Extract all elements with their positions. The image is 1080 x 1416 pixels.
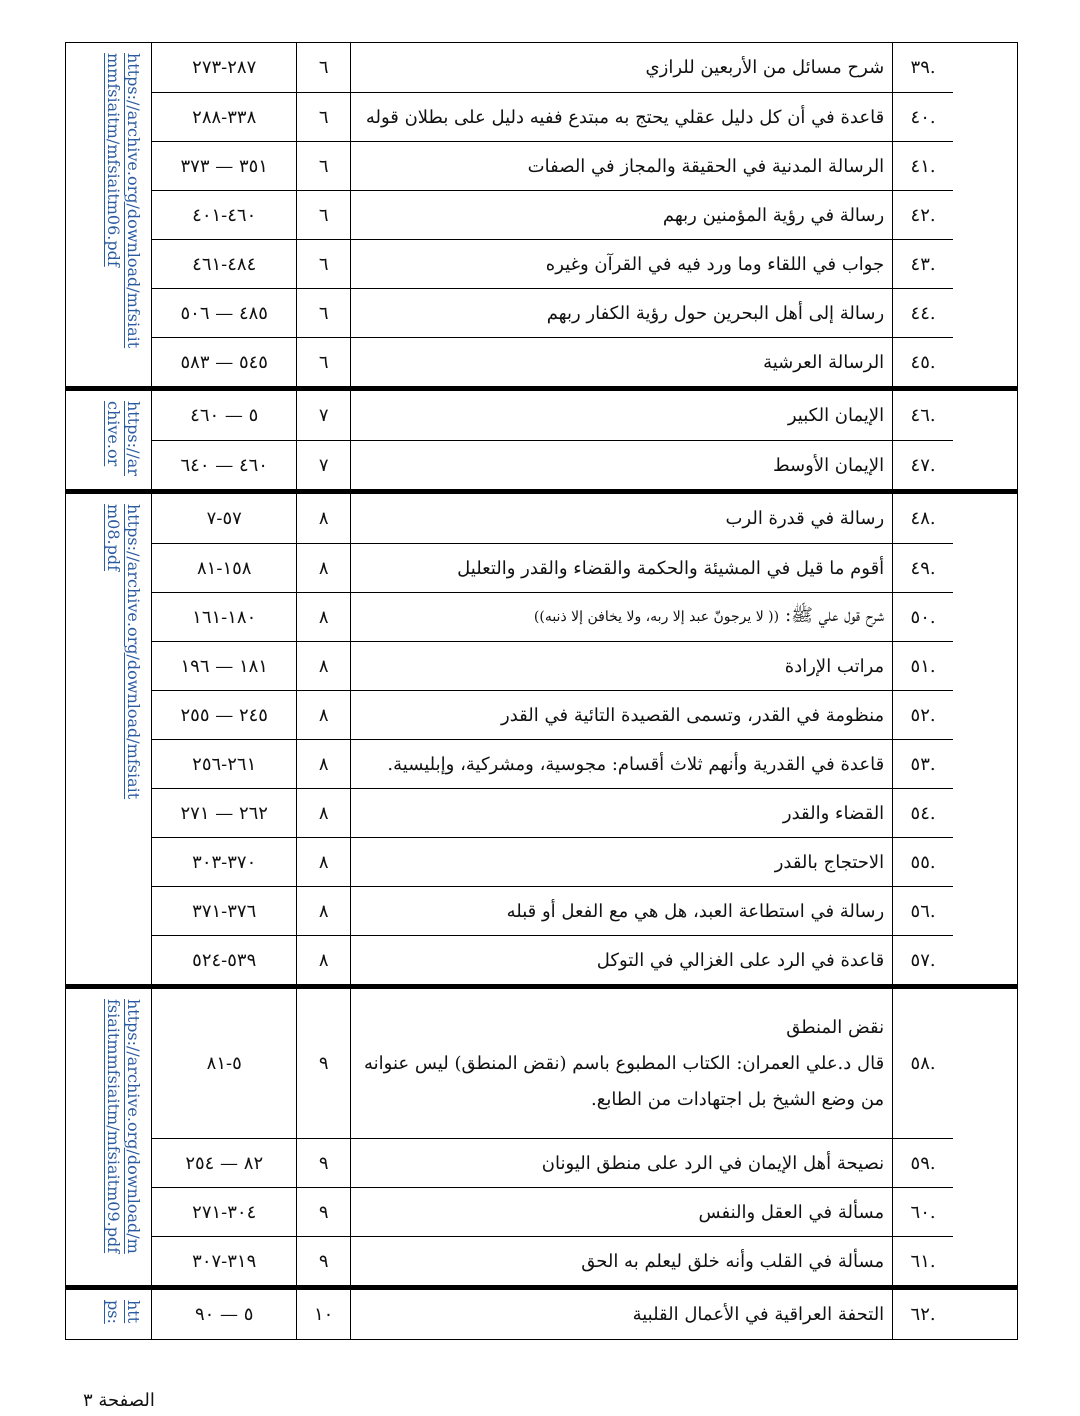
- row-number: .٤٥: [910, 351, 936, 373]
- row-number: .٥٤: [910, 802, 936, 824]
- download-link-cell: [66, 391, 152, 489]
- volume-cell: ٩: [296, 1237, 349, 1285]
- row-number: .٥٩: [910, 1152, 936, 1174]
- group-rows: [152, 494, 953, 984]
- pages-cell: ٢٦٢ — ٢٧١: [180, 802, 268, 824]
- row-number: .٤٧: [910, 454, 936, 476]
- title-text: نقض المنطق: [786, 1016, 885, 1038]
- row-number: .٥٧: [910, 949, 936, 971]
- table-row: [152, 43, 953, 92]
- table-row: [152, 989, 953, 1138]
- table-row: [152, 141, 953, 190]
- row-number: .٦٢: [910, 1304, 936, 1325]
- title-cell: [350, 691, 893, 739]
- title-cell: [350, 593, 893, 641]
- group-rows: [152, 989, 953, 1285]
- volume-cell: ٨: [296, 789, 349, 837]
- pages-cell: ٥٣٩-٥٢٤: [192, 949, 257, 971]
- title-text: نصيحة أهل الإيمان في الرد على منطق اليونان: [541, 1152, 885, 1174]
- table-row: [152, 440, 953, 489]
- title-cell: [350, 936, 893, 984]
- title-cell: [350, 887, 893, 935]
- pages-cell: ٥٤٥ — ٥٨٣: [180, 351, 268, 373]
- row-number: .٤٩: [910, 557, 936, 579]
- pages-cell: ١٨١ — ١٩٦: [180, 655, 268, 677]
- title-text: القضاء والقدر: [782, 802, 885, 824]
- volume-cell: ٩: [296, 1139, 349, 1187]
- pages-cell: ١٨٠-١٦١: [192, 606, 257, 628]
- download-link[interactable]: https://ar chive.or: [104, 401, 143, 476]
- table-row: [152, 739, 953, 788]
- row-number: .٤٣: [910, 253, 936, 275]
- download-link-cell: [66, 494, 152, 984]
- title-cell: [350, 1139, 893, 1187]
- pages-cell: ٤٦٠ — ٦٤٠: [180, 454, 268, 476]
- table-row: [152, 288, 953, 337]
- title-text: شرح مسائل من الأربعين للرازي: [645, 57, 885, 78]
- row-number: .٦٠: [910, 1201, 936, 1223]
- title-cell: [350, 338, 893, 386]
- title-cell: [350, 1188, 893, 1236]
- title-text: مسألة في القلب وأنه خلق ليعلم به الحق: [581, 1250, 885, 1272]
- volume-cell: ٧: [296, 441, 349, 489]
- title-cell: [350, 789, 893, 837]
- title-cell: [350, 43, 893, 92]
- title-text: رسالة في رؤية المؤمنين ربهم: [662, 204, 885, 226]
- pages-cell: ٣٧٦-٣٧١: [192, 900, 257, 922]
- table-row: [152, 1138, 953, 1187]
- volume-group: [66, 386, 1017, 489]
- title-text: الاحتجاج بالقدر: [774, 851, 885, 873]
- title-note: من وضع الشيخ بل اجتهادات من الطابع.: [591, 1088, 885, 1110]
- pages-cell: ٣٥١ — ٣٧٣: [180, 155, 268, 177]
- title-text: قاعدة في القدرية وأنهم ثلاث أقسام: مجوسية، ومشركية، وإبليسية.: [387, 753, 885, 775]
- volume-cell: ٩: [296, 1188, 349, 1236]
- table-row: [152, 494, 953, 543]
- table-row: [152, 690, 953, 739]
- title-quote: (( لا يرجونّ عبد إلا ربه، ولا يخافن إلا ذنبه)): [533, 609, 780, 625]
- row-number: .٤٠: [910, 106, 936, 128]
- pages-cell: ٢٦١-٢٥٦: [192, 753, 257, 775]
- title-cell: [350, 391, 893, 440]
- pages-cell: ٣١٩-٣٠٧: [192, 1250, 257, 1272]
- pages-cell: ٣٣٨-٢٨٨: [192, 106, 257, 128]
- pages-cell: ١٥٨-٨١: [197, 557, 252, 579]
- row-number: .٥١: [910, 655, 936, 677]
- table-row: [152, 788, 953, 837]
- table-row: [152, 391, 953, 440]
- row-number: .٤٤: [910, 302, 936, 324]
- row-number: .٦١: [910, 1250, 936, 1272]
- volume-cell: ٦: [296, 93, 349, 141]
- volume-cell: ٨: [296, 593, 349, 641]
- pages-cell: ٤٨٤-٤٦١: [192, 253, 257, 275]
- download-link[interactable]: https://archive.org/download/mfsiait m08.pdf: [104, 504, 143, 800]
- pages-cell: ٥ — ٤٦٠: [190, 405, 259, 426]
- title-cell: [350, 93, 893, 141]
- row-number: .٤٢: [910, 204, 936, 226]
- volume-cell: ٦: [296, 289, 349, 337]
- title-cell: [350, 494, 893, 543]
- title-text: أقوم ما قيل في المشيئة والحكمة والقضاء والقدر والتعليل: [457, 557, 885, 579]
- volume-cell: ٨: [296, 494, 349, 543]
- pages-cell: ٣٧٠-٣٠٣: [192, 851, 257, 873]
- volume-cell: ٨: [296, 838, 349, 886]
- table-row: [152, 92, 953, 141]
- volume-cell: ٦: [296, 240, 349, 288]
- pages-cell: ٣٠٤-٢٧١: [192, 1201, 257, 1223]
- title-cell: [350, 441, 893, 489]
- table-row: [152, 190, 953, 239]
- volume-cell: ٨: [296, 691, 349, 739]
- download-link[interactable]: https://archive.org/download/m fsiaitmmfsiaitm/mfsiaitm09.pdf: [104, 999, 143, 1254]
- title-text: جواب في اللقاء وما ورد فيه في القرآن وغيره: [545, 253, 885, 275]
- row-number: .٤١: [910, 155, 936, 177]
- title-cell: [350, 1290, 893, 1339]
- title-cell: [350, 544, 893, 592]
- volume-group: [66, 489, 1017, 984]
- title-cell: [350, 989, 893, 1138]
- table-row: [152, 1290, 953, 1339]
- volume-group: [66, 43, 1017, 386]
- title-cell: [350, 838, 893, 886]
- row-number: .٥٠: [910, 606, 936, 628]
- title-text: مسألة في العقل والنفس: [698, 1201, 885, 1223]
- pages-cell: ٥-٨١: [206, 1053, 242, 1074]
- volume-cell: ٧: [296, 391, 349, 440]
- download-link-cell: [66, 43, 152, 386]
- title-cell: [350, 191, 893, 239]
- title-text: الإيمان الأوسط: [772, 454, 885, 476]
- row-number: .٥٣: [910, 753, 936, 775]
- title-text: التحفة العراقية في الأعمال القلبية: [632, 1304, 885, 1325]
- title-text: رسالة في استطاعة العبد، هل هي مع الفعل أو قبله: [506, 900, 885, 922]
- pages-cell: ٥٧-٧: [206, 508, 242, 529]
- volume-cell: ٩: [296, 989, 349, 1138]
- table-row: [152, 239, 953, 288]
- volume-cell: ٨: [296, 936, 349, 984]
- row-number: .٥٨: [910, 1053, 936, 1074]
- download-link-cell: [66, 989, 152, 1285]
- group-rows: [152, 391, 953, 489]
- row-number: .٥٢: [910, 704, 936, 726]
- title-cell: [350, 142, 893, 190]
- pages-cell: ٢٤٥ — ٢٥٥: [180, 704, 268, 726]
- title-text: رسالة إلى أهل البحرين حول رؤية الكفار ربهم: [546, 302, 885, 324]
- table-row: [152, 837, 953, 886]
- title-text: الإيمان الكبير: [787, 405, 885, 426]
- title-cell: [350, 240, 893, 288]
- volume-cell: ٦: [296, 142, 349, 190]
- page-number: الصفحة ٣: [83, 1390, 155, 1411]
- volume-cell: ٦: [296, 43, 349, 92]
- volume-cell: ٨: [296, 740, 349, 788]
- volume-group: [66, 1285, 1017, 1339]
- table-row: [152, 886, 953, 935]
- pages-cell: ٥ — ٩٠: [194, 1304, 254, 1325]
- pages-cell: ٤٨٥ — ٥٠٦: [180, 302, 268, 324]
- volume-cell: ٨: [296, 887, 349, 935]
- title-text: قاعدة في الرد على الغزالي في التوكل: [596, 949, 885, 971]
- table-row: [152, 543, 953, 592]
- volume-cell: ٨: [296, 642, 349, 690]
- volume-group: [66, 984, 1017, 1285]
- row-number: .٤٨: [910, 508, 936, 529]
- volume-cell: ٦: [296, 191, 349, 239]
- group-rows: [152, 1290, 953, 1339]
- download-link[interactable]: https://archive.org/download/mfsiait mmfsiaitm/mfsiaitm06.pdf: [104, 53, 143, 349]
- row-number: .٣٩: [910, 57, 936, 78]
- row-number: .٤٦: [910, 405, 936, 426]
- title-text: رسالة في قدرة الرب: [725, 508, 885, 529]
- pages-cell: ٤٦٠-٤٠١: [192, 204, 257, 226]
- pages-cell: ٢٨٧-٢٧٣: [192, 57, 257, 78]
- title-cell: [350, 642, 893, 690]
- title-text: مراتب الإرادة: [784, 655, 885, 677]
- title-cell: [350, 740, 893, 788]
- title-text: شرح قول علي ﷺ:: [785, 605, 885, 626]
- title-cell: [350, 289, 893, 337]
- table-row: [152, 1187, 953, 1236]
- table-row: [152, 641, 953, 690]
- pages-cell: ٨٢ — ٢٥٤: [185, 1152, 264, 1174]
- title-text: الرسالة العرشية: [763, 351, 885, 373]
- table-row: [152, 592, 953, 641]
- index-table: [65, 42, 1018, 1340]
- download-link[interactable]: htt ps:: [104, 1300, 143, 1324]
- title-note: قال د.علي العمران: الكتاب المطبوع باسم (نقض المنطق) ليس عنوانه: [364, 1052, 885, 1074]
- table-row: [152, 337, 953, 386]
- volume-cell: ٨: [296, 544, 349, 592]
- table-row: [152, 935, 953, 984]
- volume-cell: ١٠: [296, 1290, 349, 1339]
- download-link-cell: [66, 1290, 152, 1339]
- row-number: .٥٥: [910, 851, 936, 873]
- row-number: .٥٦: [910, 900, 936, 922]
- title-cell: [350, 1237, 893, 1285]
- title-text: منظومة في القدر، وتسمى القصيدة التائية في القدر: [501, 704, 885, 726]
- title-text: الرسالة المدنية في الحقيقة والمجاز في الصفات: [527, 155, 885, 177]
- volume-cell: ٦: [296, 338, 349, 386]
- title-text: قاعدة في أن كل دليل عقلي يحتج به مبتدع ففيه دليل على بطلان قوله: [365, 106, 885, 128]
- group-rows: [152, 43, 953, 386]
- table-row: [152, 1236, 953, 1285]
